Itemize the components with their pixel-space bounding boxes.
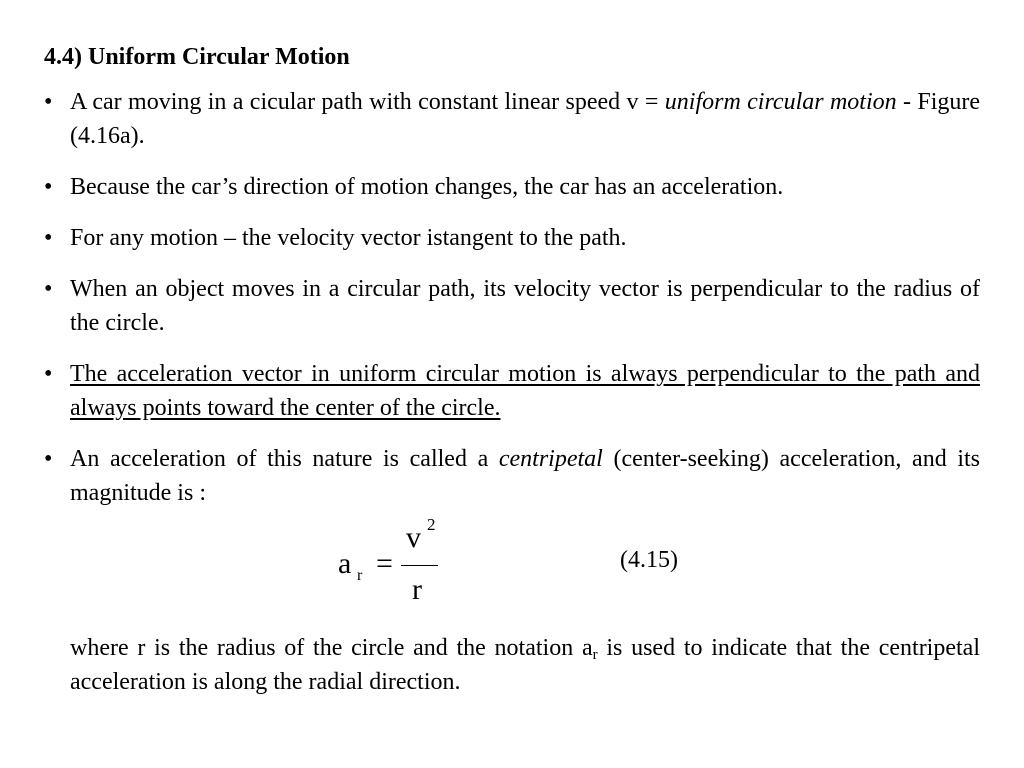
closing-text: where r is the radius of the circle and the notation a — [70, 635, 593, 661]
bullet-text: For any motion – the velocity vector istangent to the path. — [70, 225, 627, 251]
bullet-velocity-perpendicular — [44, 272, 980, 340]
bullet-text: A car moving in a cicular path with constant linear speed v = — [70, 89, 665, 115]
closing-text-rest: is used to indicate that the centripetal acceleration is along the radial direction. — [70, 635, 980, 695]
bullet-text: When an object moves in a circular path, its velocity vector is perpendicular to the radius of the circle. — [70, 276, 980, 336]
bullet-tail: (center-seeking) acceleration, and its magnitude is : — [70, 446, 981, 506]
bullet-mark: • — [44, 174, 53, 200]
closing-subscript: r — [592, 647, 598, 663]
bullet-velocity-tangent — [44, 221, 980, 255]
slide-content — [44, 40, 980, 699]
bullet-acceleration — [44, 170, 980, 204]
bullet-mark: • — [44, 361, 53, 387]
bullet-centripetal — [44, 442, 980, 510]
bullet-mark: • — [44, 89, 53, 115]
formula-numerator: v — [406, 521, 421, 554]
section-title: 4.4) Uniform Circular Motion — [44, 44, 350, 70]
formula-row — [44, 515, 980, 625]
formula-exponent: 2 — [427, 515, 436, 534]
fraction-bar — [401, 565, 438, 566]
bullet-mark: • — [44, 225, 53, 251]
bullet-text: An acceleration of this nature is called a — [70, 446, 499, 472]
formula-denominator: r — [412, 573, 422, 606]
closing-paragraph — [44, 631, 980, 699]
formula-equals: = — [376, 547, 393, 580]
equation-number: (4.15) — [620, 547, 678, 573]
bullet-emphasis: uniform circular motion — [664, 89, 897, 115]
bullet-tail: - Figure (4.16a). — [70, 89, 981, 149]
bullet-mark: • — [44, 446, 53, 472]
bullet-emphasis: centripetal — [498, 446, 603, 472]
bullet-text: Because the car’s direction of motion changes, the car has an acceleration. — [70, 174, 784, 200]
bullet-uniform-circular-motion — [44, 85, 980, 153]
bullet-underlined-text: The acceleration vector in uniform circular motion is always perpendicular to the path and always points toward the center of the circle. — [70, 361, 980, 421]
bullet-mark: • — [44, 276, 53, 302]
centripetal-formula — [338, 515, 458, 617]
formula-lhs: a — [338, 547, 352, 580]
bullet-acceleration-center — [44, 357, 980, 425]
formula-lhs-subscript: r — [357, 567, 363, 584]
